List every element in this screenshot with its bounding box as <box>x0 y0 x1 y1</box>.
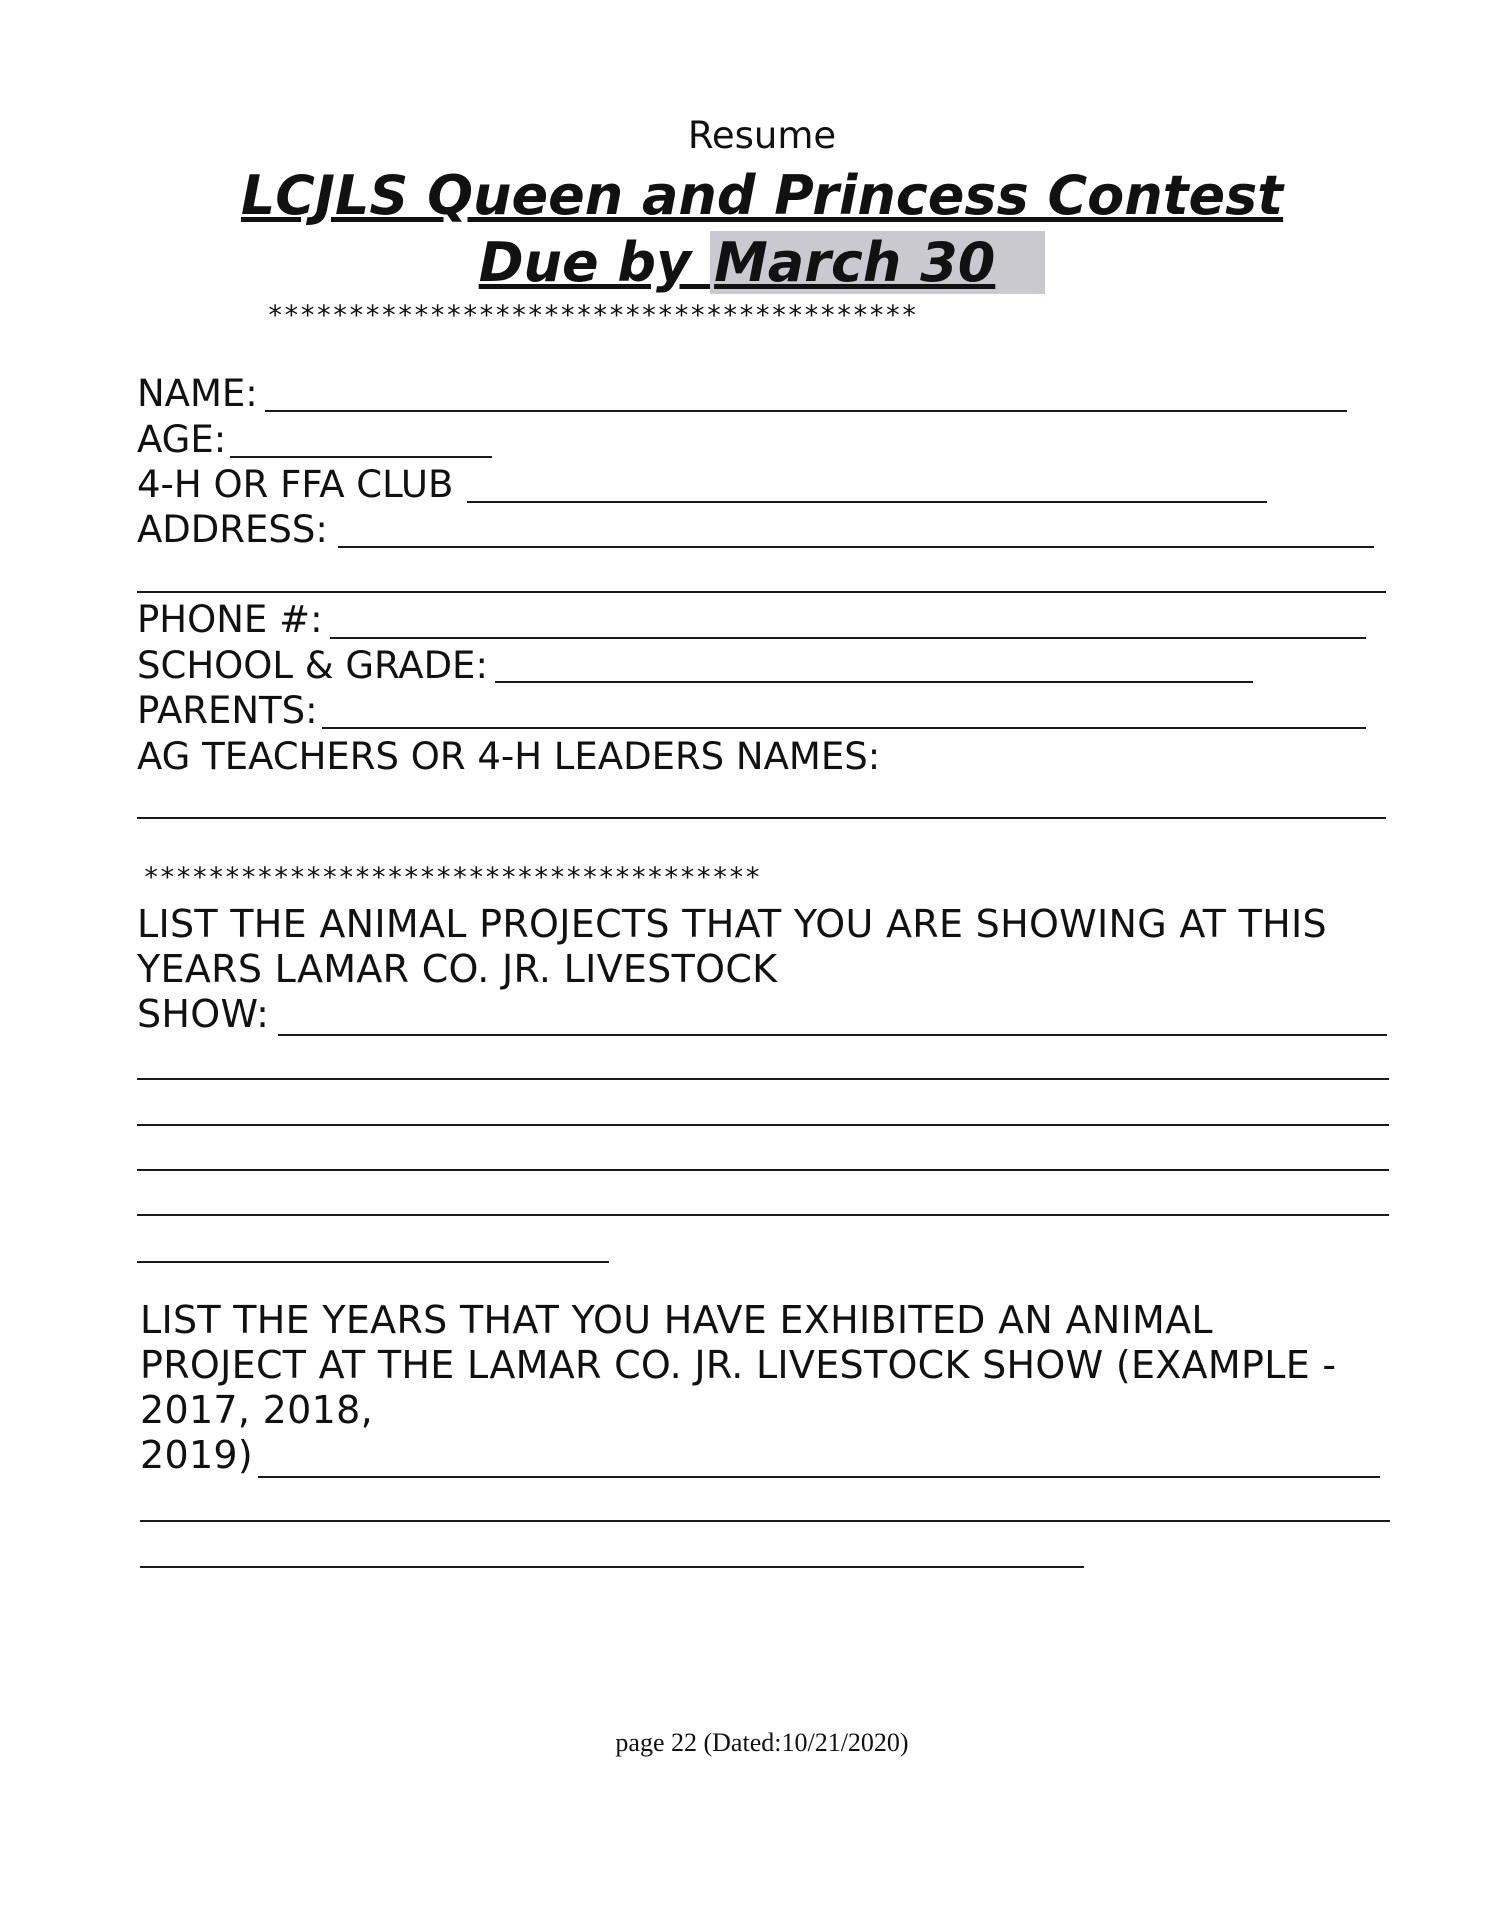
years-exhibited-line-1: LIST THE YEARS THAT YOU HAVE EXHIBITED AN ANIMAL <box>140 1298 1213 1342</box>
animal-projects-line-2: YEARS LAMAR CO. JR. LIVESTOCK <box>137 947 778 991</box>
animal-projects-line-f[interactable] <box>137 1261 609 1263</box>
phone-label: PHONE #: <box>137 598 323 641</box>
due-date-title <box>0 230 1490 296</box>
page-footer: page 22 (Dated:10/21/2020) <box>615 1728 909 1757</box>
animal-projects-line-a[interactable] <box>278 1034 1387 1036</box>
leaders-field-line[interactable] <box>137 817 1386 819</box>
years-exhibited-line-2: PROJECT AT THE LAMAR CO. JR. LIVESTOCK SHOW (EXAMPLE - <box>140 1343 1337 1387</box>
years-exhibited-line-4: 2019) <box>140 1433 254 1477</box>
name-field-line[interactable] <box>265 410 1347 412</box>
years-exhibited-line-3: 2017, 2018, <box>140 1388 373 1432</box>
animal-projects-line-d[interactable] <box>137 1169 1389 1171</box>
address-field-line[interactable] <box>338 546 1374 548</box>
parents-label: PARENTS: <box>137 689 318 732</box>
years-exhibited-prompt <box>140 1298 1336 1478</box>
club-label: 4-H OR FFA CLUB <box>137 463 454 506</box>
asterisk-divider-top: **************************************** <box>267 300 918 331</box>
years-exhibited-line-b[interactable] <box>140 1520 1390 1522</box>
asterisk-divider-middle: ************************************** <box>143 862 761 893</box>
address-field-line-2[interactable] <box>137 591 1386 593</box>
animal-projects-prompt <box>137 902 1327 1037</box>
contest-title: LCJLS Queen and Princess Contest <box>240 164 1284 227</box>
age-label: AGE: <box>137 418 227 461</box>
school-grade-label: SCHOOL & GRADE: <box>137 644 488 687</box>
animal-projects-line-c[interactable] <box>137 1124 1389 1126</box>
school-grade-field-line[interactable] <box>495 681 1253 683</box>
age-field-line[interactable] <box>230 456 492 458</box>
phone-field-line[interactable] <box>330 637 1366 639</box>
resume-label: Resume <box>687 114 837 157</box>
name-label: NAME: <box>137 372 258 415</box>
animal-projects-line-3: SHOW: <box>137 992 270 1036</box>
address-label: ADDRESS: <box>137 508 328 551</box>
due-prefix: Due by <box>478 231 711 294</box>
animal-projects-line-e[interactable] <box>137 1214 1389 1216</box>
parents-field-line[interactable] <box>322 727 1366 729</box>
club-field-line[interactable] <box>467 501 1267 503</box>
leaders-label: AG TEACHERS OR 4-H LEADERS NAMES: <box>137 735 881 778</box>
animal-projects-line-1: LIST THE ANIMAL PROJECTS THAT YOU ARE SHOWING AT THIS <box>137 902 1327 946</box>
years-exhibited-line-c[interactable] <box>140 1566 1084 1568</box>
due-date-highlight: March 30 <box>710 231 1045 294</box>
animal-projects-line-b[interactable] <box>137 1078 1389 1080</box>
years-exhibited-line-a[interactable] <box>258 1476 1380 1478</box>
